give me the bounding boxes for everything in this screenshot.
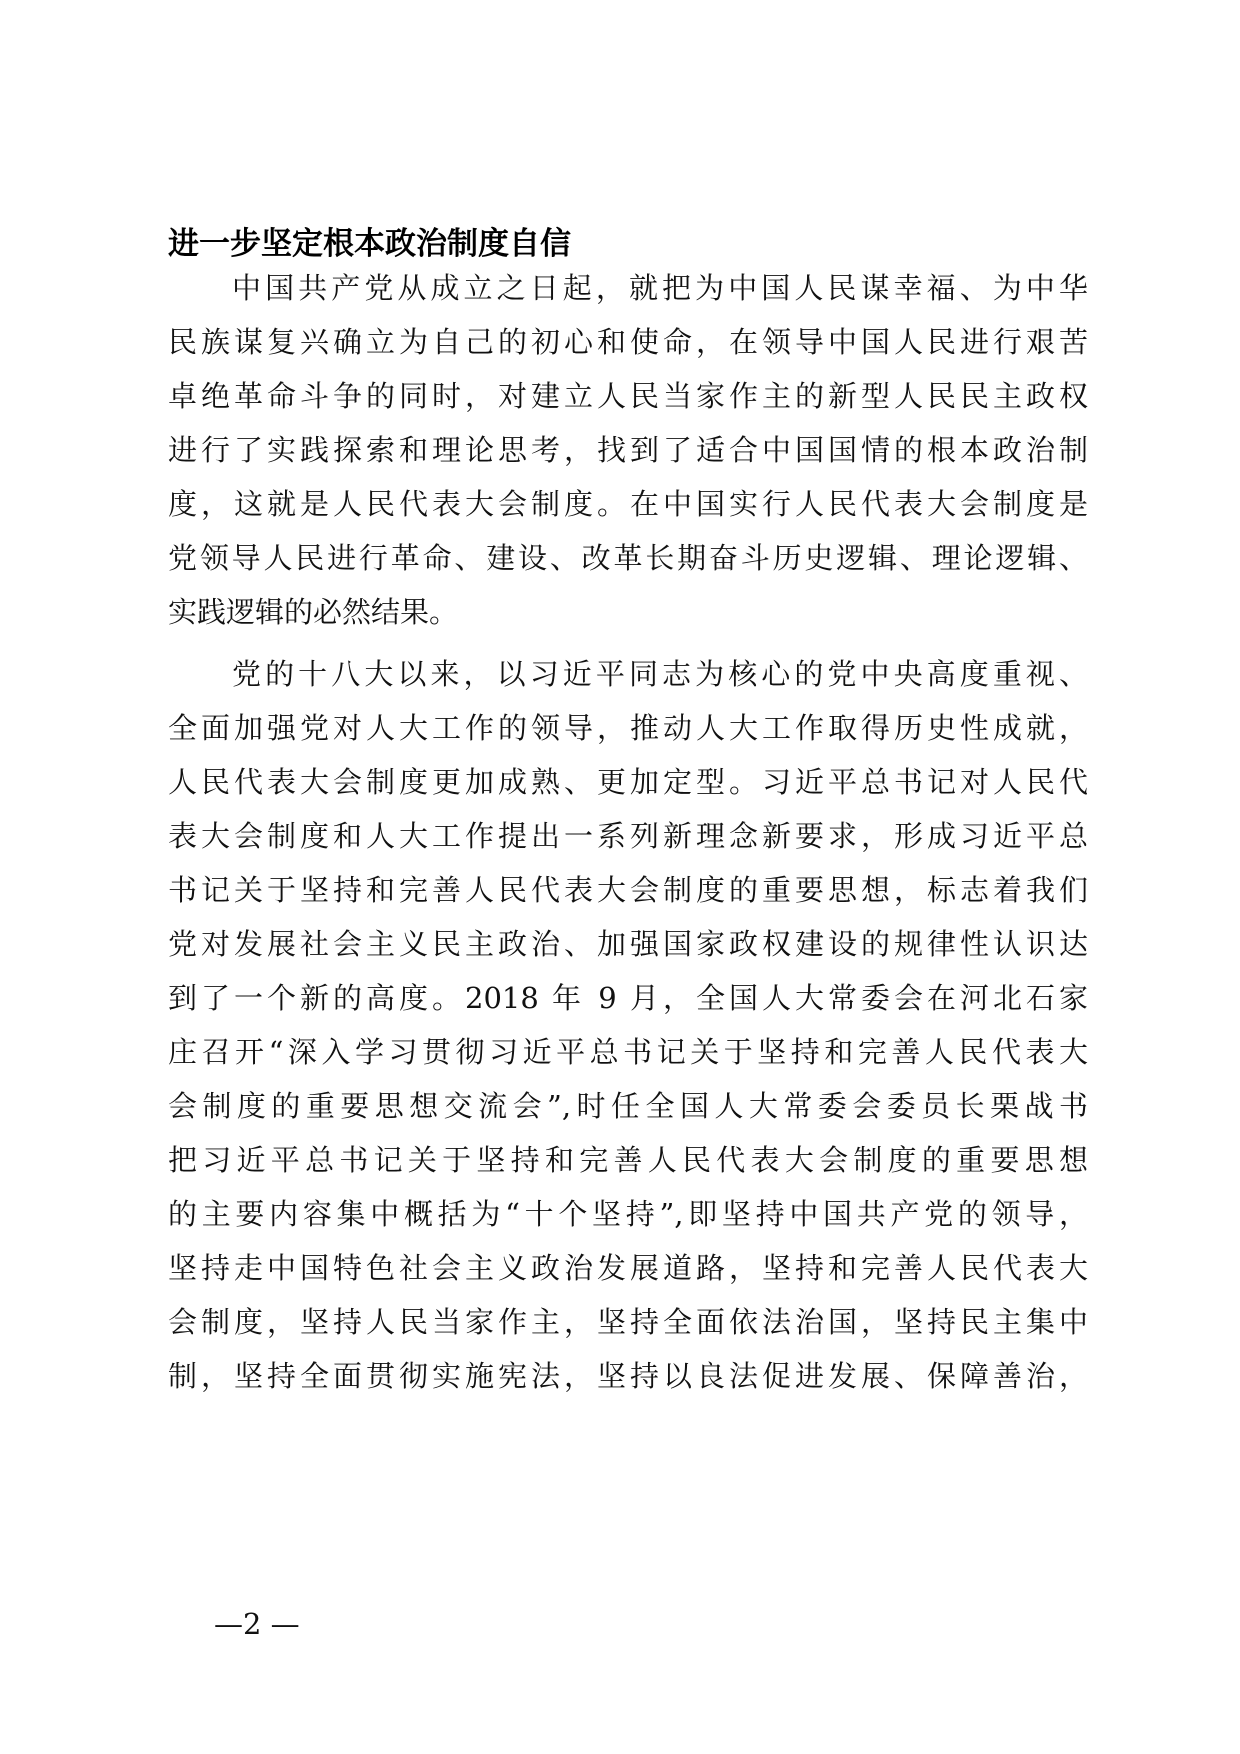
paragraph-line: 坚持走中国特色社会主义政治发展道路，坚持和完善人民代表大 [168, 1251, 1088, 1285]
paragraph-line: 中国共产党从成立之日起，就把为中国人民谋幸福、为中华 [232, 271, 1088, 305]
paragraph-line: 制，坚持全面贯彻实施宪法，坚持以良法促进发展、保障善治， [168, 1359, 1088, 1393]
paragraph-line: 党的十八大以来，以习近平同志为核心的党中央高度重视、 [232, 657, 1088, 691]
paragraph-line: 会制度，坚持人民当家作主，坚持全面依法治国，坚持民主集中 [168, 1305, 1088, 1339]
page-number: —2 — [214, 1607, 300, 1641]
paragraph-line: 度，这就是人民代表大会制度。在中国实行人民代表大会制度是 [168, 487, 1088, 521]
paragraph-line: 书记关于坚持和完善人民代表大会制度的重要思想，标志着我们 [168, 873, 1088, 907]
paragraph-line: 表大会制度和人大工作提出一系列新理念新要求，形成习近平总 [168, 819, 1088, 853]
paragraph-line: 党对发展社会主义民主政治、加强国家政权建设的规律性认识达 [168, 927, 1088, 961]
paragraph-line: 人民代表大会制度更加成熟、更加定型。习近平总书记对人民代 [168, 765, 1088, 799]
paragraph-line: 实践逻辑的必然结果。 [168, 595, 459, 629]
paragraph-line: 把习近平总书记关于坚持和完善人民代表大会制度的重要思想 [168, 1143, 1088, 1177]
paragraph-line: 会制度的重要思想交流会”,时任全国人大常委会委员长栗战书 [168, 1089, 1088, 1123]
paragraph-line: 到了一个新的高度。2018 年 9 月，全国人大常委会在河北石家 [168, 981, 1088, 1015]
paragraph-line: 的主要内容集中概括为“十个坚持”,即坚持中国共产党的领导， [168, 1197, 1088, 1231]
paragraph-line: 庄召开“深入学习贯彻习近平总书记关于坚持和完善人民代表大 [168, 1035, 1088, 1069]
paragraph-line: 卓绝革命斗争的同时，对建立人民当家作主的新型人民民主政权 [168, 379, 1088, 413]
paragraph-line: 党领导人民进行革命、建设、改革长期奋斗历史逻辑、理论逻辑、 [168, 541, 1088, 575]
paragraph-line: 进行了实践探索和理论思考，找到了适合中国国情的根本政治制 [168, 433, 1088, 467]
section-heading: 进一步坚定根本政治制度自信 [168, 226, 571, 262]
paragraph-line: 全面加强党对人大工作的领导，推动人大工作取得历史性成就， [168, 711, 1088, 745]
paragraph-line: 民族谋复兴确立为自己的初心和使命，在领导中国人民进行艰苦 [168, 325, 1088, 359]
